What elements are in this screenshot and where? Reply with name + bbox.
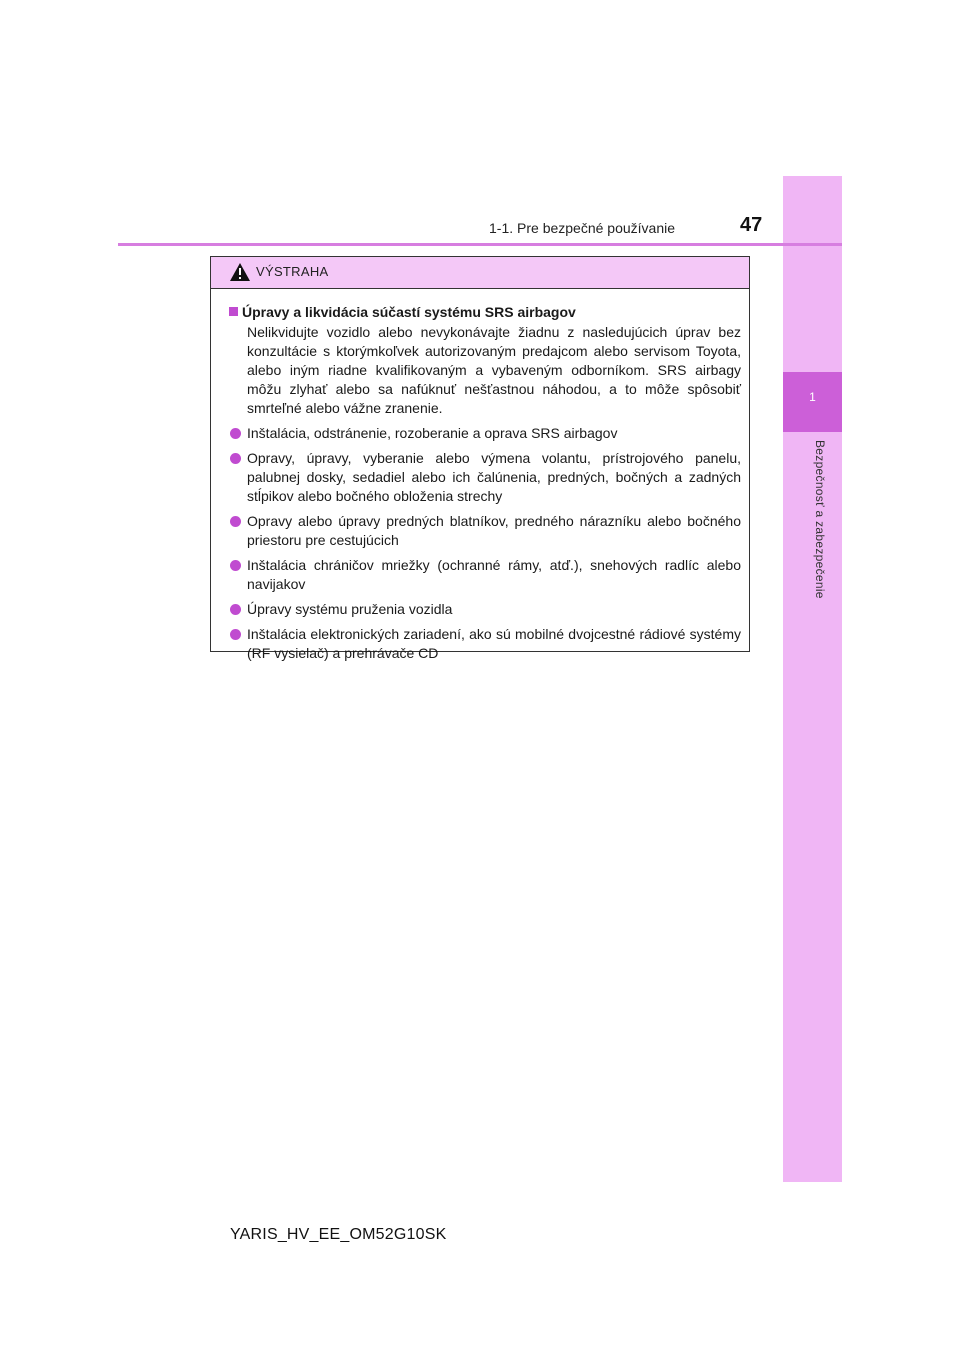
chapter-side-tab [783,176,842,1182]
round-bullet-icon [230,428,241,439]
header-rule [118,243,842,246]
round-bullet-icon [230,560,241,571]
warning-title: VÝSTRAHA [256,264,329,279]
round-bullet-icon [230,453,241,464]
list-item-text: Opravy, úpravy, vyberanie alebo výmena volantu, prístrojového panelu, palubnej dosky, sedadiel alebo ich čalúnenia, predných, bočných a zadných stĺpikov alebo bočného obloženia strechy [247,450,741,504]
list-item [247,512,741,550]
list-item-text: Opravy alebo úpravy predných blatníkov, predného nárazníku alebo bočného priestoru pre cestujúcich [247,513,741,548]
warning-body [211,289,749,663]
chapter-label: Bezpečnosť a zabezpečenie [813,440,827,599]
round-bullet-icon [230,604,241,615]
chapter-number: 1 [809,390,816,404]
list-item [247,556,741,594]
page-number: 47 [740,214,763,236]
list-item [247,424,741,443]
list-item-text: Inštalácia, odstránenie, rozoberanie a oprava SRS airbagov [247,425,618,441]
warning-box [210,256,750,661]
warning-triangle-icon [229,262,251,282]
section-title: 1-1. Pre bezpečné používanie [489,220,676,236]
list-item-text: Inštalácia chráničov mriežky (ochranné rámy, atď.), snehových radlíc alebo navijakov [247,557,741,592]
warning-section-heading [229,303,741,321]
list-item [247,600,741,619]
document-code: YARIS_HV_EE_OM52G10SK [230,1226,447,1243]
list-item-text: Úpravy systému pruženia vozidla [247,601,453,617]
round-bullet-icon [230,516,241,527]
list-item [247,625,741,663]
list-item-text: Inštalácia elektronických zariadení, ako sú mobilné dvojcestné rádiové systémy (RF vysielač) a prehrávače CD [247,626,741,661]
warning-paragraph: Nelikvidujte vozidlo alebo nevykonávajte žiadnu z nasledujúcich úprav bez konzultácie s ktorýmkoľvek autorizovaným predajcom alebo servisom Toyota, alebo iným riadne kvalifikovaným a vybaveným odborníkom. SRS airbagy môžu zlyhať alebo sa nafúknuť nešťastnou náhodou, a to môže spôsobiť smrteľné alebo vážne zranenie. [247,324,741,416]
list-item [247,449,741,506]
warning-section-title: Úpravy a likvidácia súčastí systému SRS airbagov [242,304,576,320]
square-bullet-icon [229,307,238,316]
round-bullet-icon [230,629,241,640]
warning-header [211,257,749,289]
